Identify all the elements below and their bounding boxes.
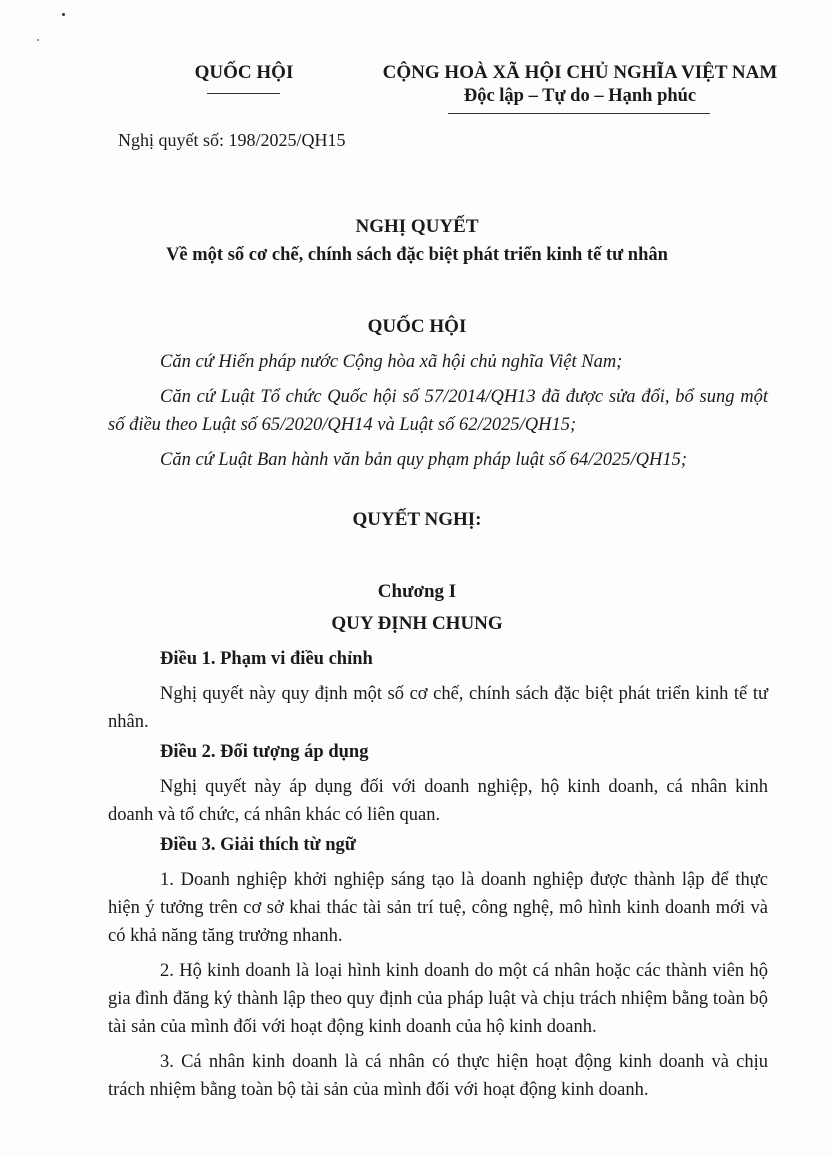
scan-speck: [62, 13, 65, 16]
decision-heading: QUYẾT NGHỊ:: [352, 509, 482, 530]
legal-basis-3: Căn cứ Luật Ban hành văn bản quy phạm pháp luật số 64/2025/QH15;: [160, 450, 688, 470]
chapter-title: QUY ĐỊNH CHUNG: [331, 613, 503, 634]
scan-speck: [37, 39, 39, 41]
article-2-paragraph: Nghị quyết này áp dụng đối với doanh nghiệp, hộ kinh doanh, cá nhân kinh doanh và tổ chức, cá nhân khác có liên quan.: [108, 777, 768, 825]
document-subject: Về một số cơ chế, chính sách đặc biệt phát triển kinh tế tư nhân: [166, 245, 668, 265]
article-3-clause-1: 1. Doanh nghiệp khởi nghiệp sáng tạo là doanh nghiệp được thành lập để thực hiện ý tưởng trên cơ sở khai thác tài sản trí tuệ, công nghệ, mô hình kinh doanh mới và có khả năng tăng trưởng nhanh.: [108, 870, 768, 946]
issuer-header: QUỐC HỘI: [194, 62, 294, 83]
motto-underline: [448, 113, 710, 114]
resolution-number: Nghị quyết số: 198/2025/QH15: [118, 130, 346, 150]
legal-basis-2: Căn cứ Luật Tổ chức Quốc hội số 57/2014/QH13 đã được sửa đổi, bổ sung một số điều theo Luật số 65/2020/QH14 và Luật số 62/2025/QH15;: [108, 387, 768, 435]
country-name: CỘNG HOÀ XÃ HỘI CHỦ NGHĨA VIỆT NAM: [382, 62, 778, 83]
article-2-heading: Điều 2. Đối tượng áp dụng: [160, 742, 369, 762]
issuer-underline: [207, 93, 280, 94]
article-1-paragraph: Nghị quyết này quy định một số cơ chế, chính sách đặc biệt phát triển kinh tế tư nhân.: [108, 684, 768, 732]
article-1-heading: Điều 1. Phạm vi điều chỉnh: [160, 649, 373, 669]
national-motto: Độc lập – Tự do – Hạnh phúc: [463, 86, 697, 106]
article-3-clause-2: 2. Hộ kinh doanh là loại hình kinh doanh do một cá nhân hoặc các thành viên hộ gia đình đăng ký thành lập theo quy định của pháp luật và chịu trách nhiệm bằng toàn bộ tài sản của mình đối với hoạt động kinh doanh của hộ kinh doanh.: [108, 961, 768, 1037]
article-3-clause-3: 3. Cá nhân kinh doanh là cá nhân có thực hiện hoạt động kinh doanh và chịu trách nhiệm bằng toàn bộ tài sản của mình đối với hoạt động kinh doanh.: [108, 1052, 768, 1100]
preamble-issuer: QUỐC HỘI: [367, 316, 467, 337]
document-title: NGHỊ QUYẾT: [355, 216, 479, 237]
article-3-heading: Điều 3. Giải thích từ ngữ: [160, 835, 356, 855]
chapter-number: Chương I: [377, 581, 457, 602]
legal-basis-1: Căn cứ Hiến pháp nước Cộng hòa xã hội chủ nghĩa Việt Nam;: [160, 352, 623, 372]
